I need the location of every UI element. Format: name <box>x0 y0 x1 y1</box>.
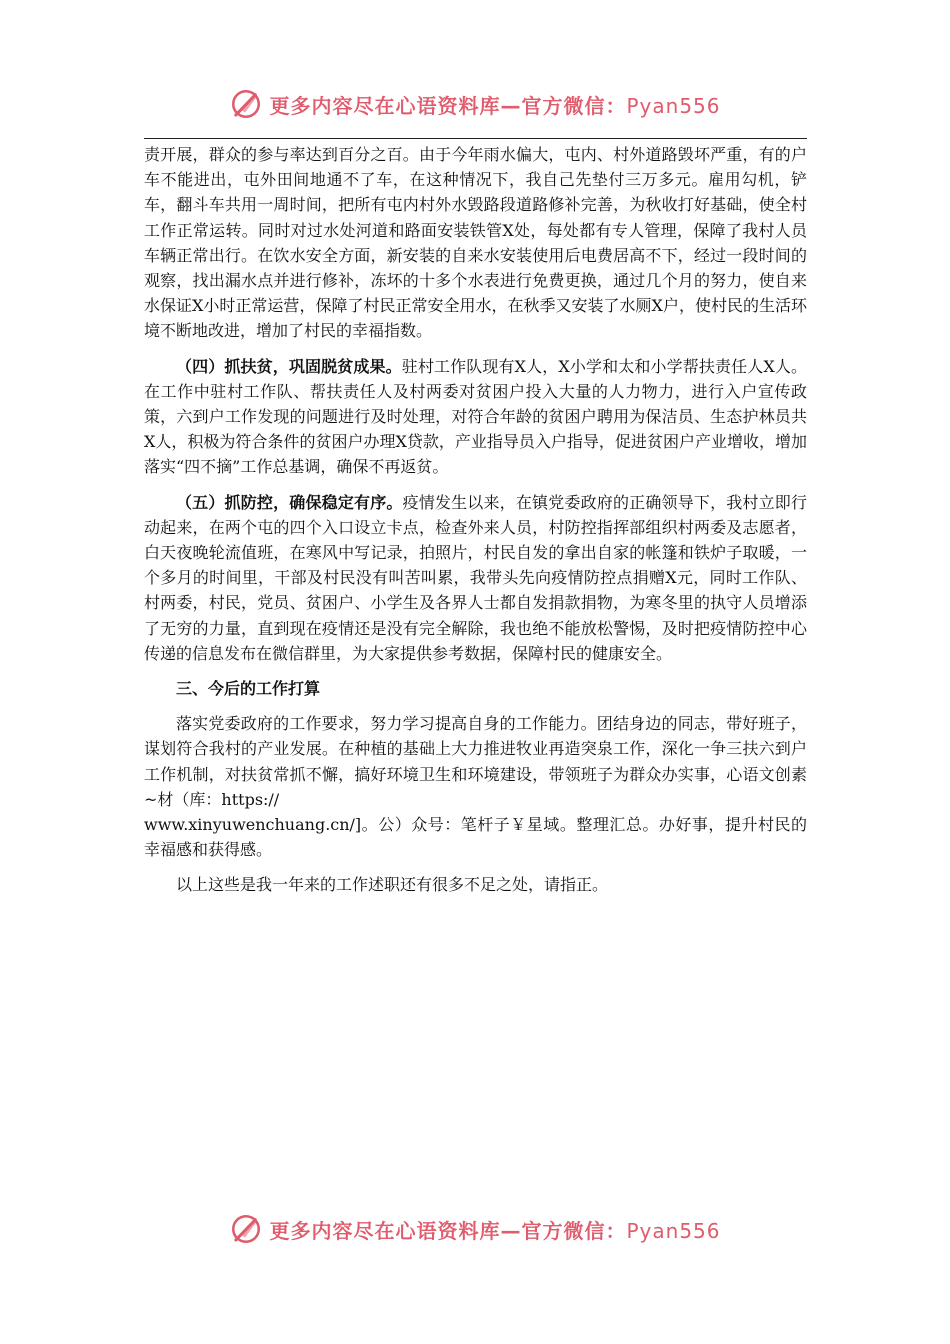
paragraph-closing: 以上这些是我一年来的工作述职还有很多不足之处，请指正。 <box>176 875 609 895</box>
header-wechat-id: Pyan556 <box>626 93 721 118</box>
header-banner <box>0 82 950 126</box>
footer-wechat-id: Pyan556 <box>626 1218 721 1243</box>
paragraph-plans: 落实党委政府的工作要求，努力学习提高自身的工作能力。团结身边的同志，带好班子，谋划符合我村的产业发展。在种植的基础上大力推进牧业再造突泉工作，深化一争三扶六到户工作机制，对扶贫常抓不懈，搞好环境卫生和环境建设，带领班子为群众办实事，心语文创素~材（库：https:// <box>144 714 807 809</box>
footer-banner <box>0 1207 950 1251</box>
header-divider <box>144 138 807 139</box>
paragraph-section-4 <box>144 354 807 480</box>
header-banner-text: 更多内容尽在心语资料库—官方微信：Pyan556 <box>269 93 721 118</box>
paragraph-continuation: 责开展，群众的参与率达到百分之百。由于今年雨水偏大，屯内、村外道路毁坏严重，有的户车不能进出，屯外田间地通不了车，在这种情况下，我自己先垫付三万多元。雇用勾机，铲车，翻斗车共用一周时间，把所有屯内村外水毁路段道路修补完善，为秋收打好基础，使全村工作正常运转。同时对过水处河道和路面安装铁管X处，每处都有专人管理，保障了我村人员车辆正常出行。在饮水安全方面，新安装的自来水安装使用后电费居高不下，经过一段时间的观察，找出漏水点并进行修补，冻坏的十多个水表进行免费更换，通过几个月的努力，使自来水保证X小时正常运营，保障了村民正常安全用水，在秋季又安装了水厕X户，使村民的生活环境不断地改进，增加了村民的幸福指数。 <box>144 145 807 341</box>
document-body <box>144 142 807 908</box>
section-4-heading: （四）抓扶贫，巩固脱贫成果。 <box>176 356 402 376</box>
section-5-heading: （五）抓防控，确保稳定有序。 <box>176 492 403 512</box>
quill-logo-icon <box>229 1212 263 1246</box>
section-3-heading: 三、今后的工作打算 <box>176 679 321 699</box>
paragraph-section-5 <box>144 490 807 666</box>
paragraph-plans-cont: www.xinyuwenchuang.cn/]。公）众号：笔杆子￥星域。整理汇总。办好事，提升村民的幸福感和获得感。 <box>144 815 807 860</box>
section-4-text: 驻村工作队现有X人，X小学和太和小学帮扶责任人X人。在工作中驻村工作队、帮扶责任人及村两委对贫困户投入大量的人力物力，进行入户宣传政策，六到户工作发现的问题进行及时处理，对符合年龄的贫困户聘用为保洁员、生态护林员共X人，积极为符合条件的贫困户办理X贷款，产业指导员入户指导，促进贫困户产业增收，增加落实“四不摘”工作总基调，确保不再返贫。 <box>144 356 807 477</box>
section-5-text: 疫情发生以来，在镇党委政府的正确领导下，我村立即行动起来，在两个屯的四个入口设立卡点，检查外来人员，村防控指挥部组织村两委及志愿者，白天夜晚轮流值班，在寒风中写记录，拍照片，村民自发的拿出自家的帐篷和铁炉子取暖，一个多月的时间里，干部及村民没有叫苦叫累，我带头先向疫情防控点捐赠X元，同时工作队、村两委，村民，党员、贫困户、小学生及各界人士都自发捐款捐物，为寒冬里的执守人员增添了无穷的力量，直到现在疫情还是没有完全解除，我也绝不能放松警惕，及时把疫情防控中心传递的信息发布在微信群里，为大家提供参考数据，保障村民的健康安全。 <box>144 492 807 663</box>
footer-banner-text: 更多内容尽在心语资料库—官方微信：Pyan556 <box>269 1218 721 1243</box>
quill-logo-icon <box>229 87 263 121</box>
